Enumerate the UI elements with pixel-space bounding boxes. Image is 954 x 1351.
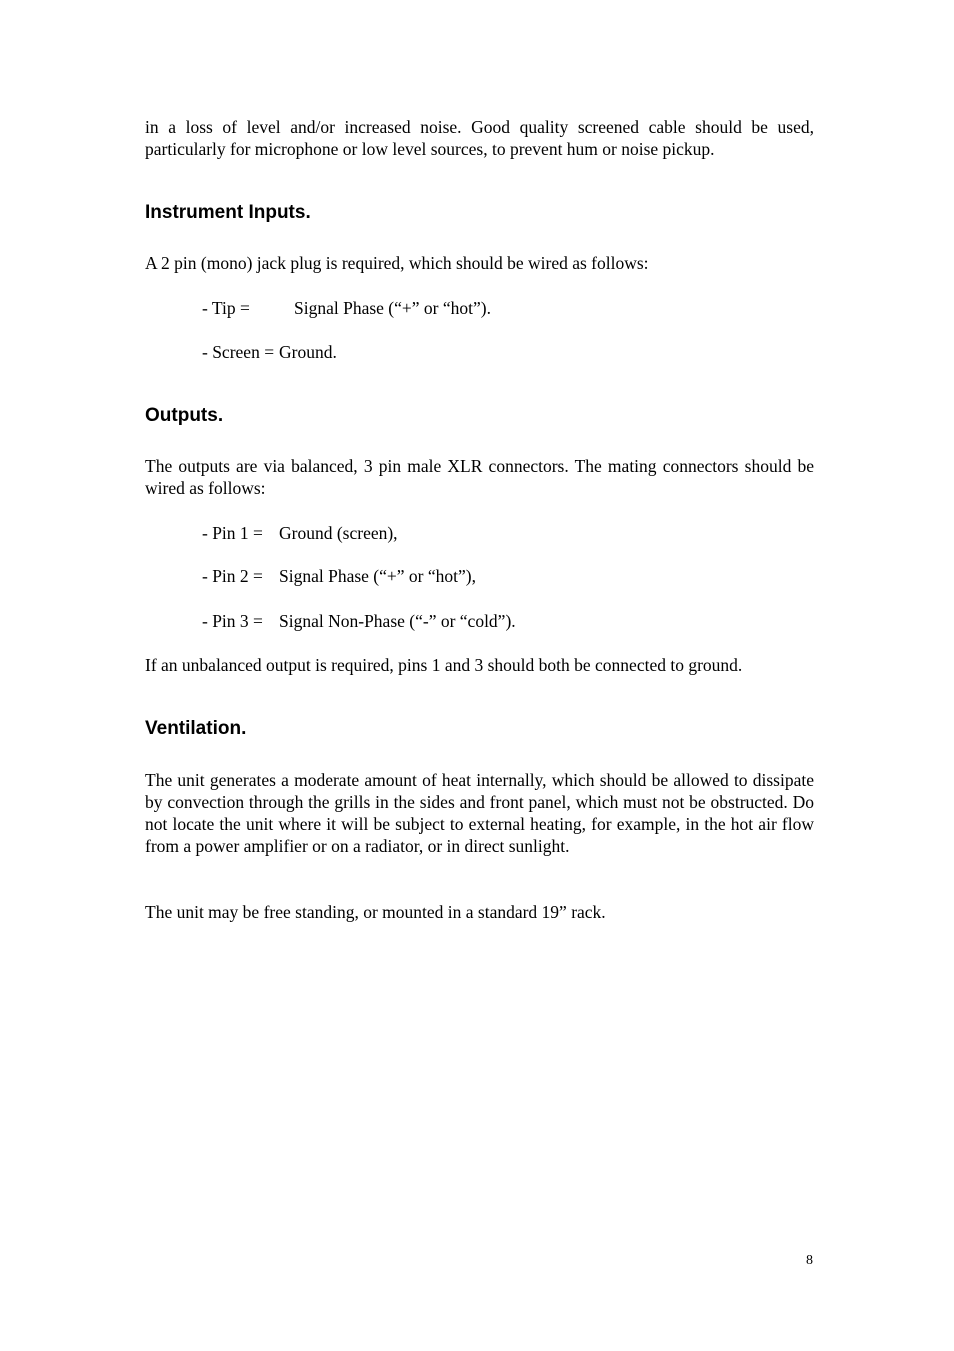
outputs-heading: Outputs. — [145, 405, 224, 426]
pin-3-wiring-item — [202, 610, 516, 632]
screen-label: - Screen = — [202, 342, 275, 362]
pin-1-label: - Pin 1 = — [202, 523, 263, 543]
mounting-paragraph: The unit may be free standing, or mounted in a standard 19” rack. — [145, 902, 606, 922]
instrument-inputs-heading: Instrument Inputs. — [145, 202, 311, 223]
instrument-inputs-paragraph: A 2 pin (mono) jack plug is required, which should be wired as follows: — [145, 253, 649, 273]
pin-2-wiring-item — [202, 565, 476, 587]
tip-label: - Tip = — [202, 298, 250, 318]
pin-2-value: Signal Phase (“+” or “hot”), — [279, 566, 476, 586]
pin-1-wiring-item — [202, 522, 398, 544]
ventilation-heading: Ventilation. — [145, 718, 247, 739]
pin-2-label: - Pin 2 = — [202, 566, 263, 586]
outputs-paragraph: The outputs are via balanced, 3 pin male XLR connectors. The mating connectors should be wired as follows: — [145, 456, 814, 498]
tip-value: Signal Phase (“+” or “hot”). — [294, 298, 491, 318]
page-number: 8 — [806, 1253, 813, 1268]
intro-continuation-paragraph: in a loss of level and/or increased noise. Good quality screened cable should be used, particularly for microphone or low level sources, to prevent hum or noise pickup. — [145, 117, 814, 159]
unbalanced-output-note: If an unbalanced output is required, pins 1 and 3 should both be connected to ground. — [145, 655, 743, 675]
pin-3-label: - Pin 3 = — [202, 611, 263, 631]
pin-3-value: Signal Non-Phase (“-” or “cold”). — [279, 611, 516, 631]
tip-wiring-item — [202, 297, 491, 319]
screen-value: Ground. — [279, 342, 337, 362]
screen-wiring-item — [202, 341, 337, 363]
ventilation-paragraph: The unit generates a moderate amount of heat internally, which should be allowed to dissipate by convection through the grills in the sides and front panel, which must not be obstructed. Do not locate the unit where it will be subject to external heating, for example, in the hot air flow from a power amplifier or on a radiator, or in direct sunlight. — [145, 770, 814, 856]
pin-1-value: Ground (screen), — [279, 523, 398, 543]
